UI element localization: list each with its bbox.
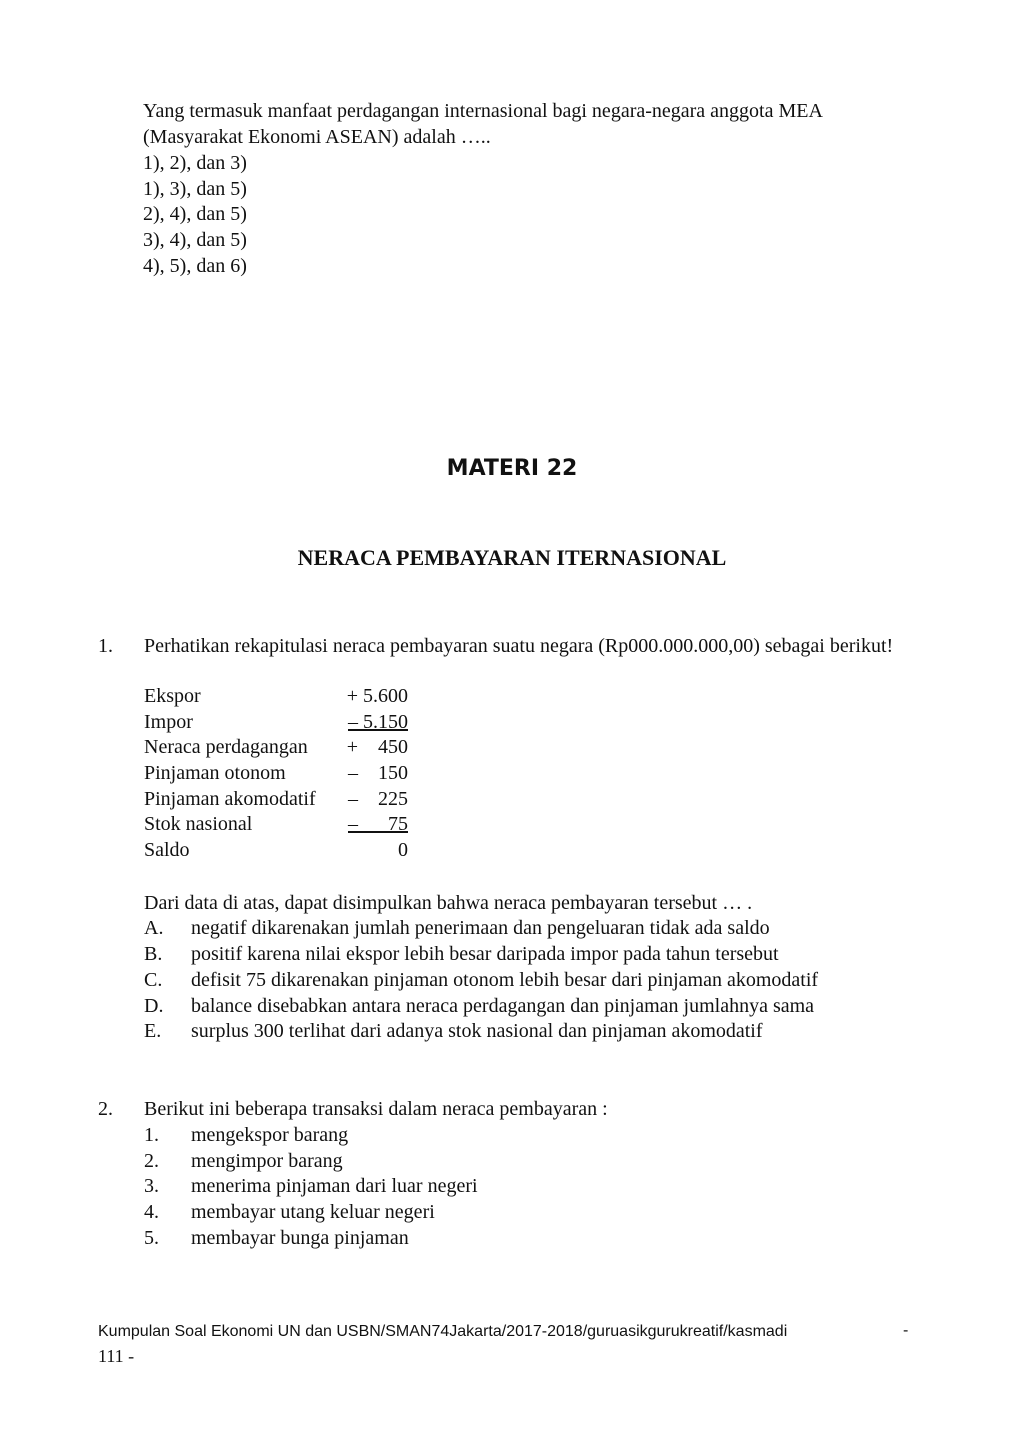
option-b-text: positif karena nilai ekspor lebih besar daripada impor pada tahun tersebut bbox=[191, 943, 779, 965]
row-label: Stok nasional bbox=[144, 813, 253, 836]
item-2-text: mengimpor barang bbox=[191, 1150, 343, 1172]
row-value: – 150 bbox=[348, 762, 408, 785]
row-value: + 5.600 bbox=[346, 685, 408, 707]
prev-option-2: 1), 3), dan 5) bbox=[143, 178, 247, 200]
question-1-stem: Perhatikan rekapitulasi neraca pembayaran suatu negara (Rp000.000.000,00) sebagai berikut! bbox=[144, 635, 894, 657]
option-e-letter: E. bbox=[144, 1020, 162, 1042]
option-c-letter: C. bbox=[144, 969, 163, 991]
item-4-text: membayar utang keluar negeri bbox=[191, 1201, 435, 1223]
item-4-number: 4. bbox=[144, 1201, 159, 1223]
item-1-number: 1. bbox=[144, 1124, 159, 1146]
row-value: – 5.150 bbox=[348, 710, 408, 733]
row-label: Ekspor bbox=[144, 685, 201, 707]
item-3-text: menerima pinjaman dari luar negeri bbox=[191, 1175, 478, 1197]
prev-option-1: 1), 2), dan 3) bbox=[143, 152, 247, 174]
option-b-letter: B. bbox=[144, 943, 163, 965]
row-value: 0 bbox=[398, 839, 408, 862]
item-1-text: mengekspor barang bbox=[191, 1124, 349, 1146]
row-value: – 75 bbox=[348, 813, 408, 836]
prev-question-stem-line2: (Masyarakat Ekonomi ASEAN) adalah ….. bbox=[143, 126, 491, 148]
footer-dash: - bbox=[903, 1322, 909, 1339]
row-label: Saldo bbox=[144, 839, 190, 862]
footer-source: Kumpulan Soal Ekonomi UN dan USBN/SMAN74Jakarta/2017-2018/guruasikgurukreatif/kasmadi bbox=[98, 1323, 788, 1340]
page-number: 111 - bbox=[98, 1346, 135, 1366]
option-d-text: balance disebabkan antara neraca perdagangan dan pinjaman jumlahnya sama bbox=[191, 995, 815, 1017]
question-2-stem: Berikut ini beberapa transaksi dalam neraca pembayaran : bbox=[144, 1098, 608, 1120]
question-1-number: 1. bbox=[98, 635, 113, 657]
question-2-number: 2. bbox=[98, 1098, 113, 1120]
row-value: + 450 bbox=[346, 736, 408, 759]
option-e-text: surplus 300 terlihat dari adanya stok nasional dan pinjaman akomodatif bbox=[191, 1020, 763, 1042]
row-label: Pinjaman akomodatif bbox=[144, 787, 316, 810]
option-c-text: defisit 75 dikarenakan pinjaman otonom lebih besar dari pinjaman akomodatif bbox=[191, 969, 819, 991]
item-3-number: 3. bbox=[144, 1175, 159, 1197]
item-5-text: membayar bunga pinjaman bbox=[191, 1227, 409, 1249]
row-value: – 225 bbox=[348, 787, 408, 810]
row-label: Impor bbox=[144, 710, 193, 733]
question-1-prompt: Dari data di atas, dapat disimpulkan bahwa neraca pembayaran tersebut … . bbox=[144, 892, 753, 914]
prev-option-3: 2), 4), dan 5) bbox=[143, 203, 247, 225]
materi-heading: MATERI 22 bbox=[446, 456, 578, 481]
prev-question-stem-line1: Yang termasuk manfaat perdagangan internasional bagi negara-negara anggota MEA bbox=[143, 100, 823, 122]
option-d-letter: D. bbox=[144, 995, 164, 1017]
prev-option-4: 3), 4), dan 5) bbox=[143, 229, 247, 251]
section-title: NERACA PEMBAYARAN ITERNASIONAL bbox=[297, 545, 727, 570]
prev-option-5: 4), 5), dan 6) bbox=[143, 255, 247, 277]
row-label: Neraca perdagangan bbox=[144, 736, 308, 759]
option-a-letter: A. bbox=[144, 917, 164, 939]
row-label: Pinjaman otonom bbox=[144, 762, 286, 785]
item-5-number: 5. bbox=[144, 1227, 159, 1249]
item-2-number: 2. bbox=[144, 1150, 159, 1172]
option-a-text: negatif dikarenakan jumlah penerimaan dan pengeluaran tidak ada saldo bbox=[191, 917, 770, 939]
